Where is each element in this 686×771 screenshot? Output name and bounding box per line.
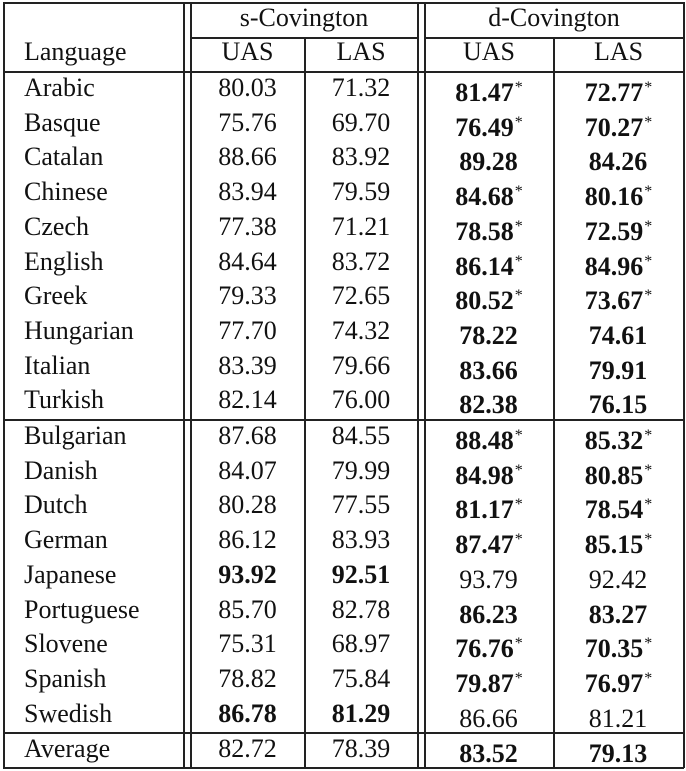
- s-las-cell: [305, 627, 417, 661]
- d-uas-cell: [425, 558, 553, 592]
- score-value: 84.07: [218, 455, 277, 485]
- score-value: 86.78: [218, 698, 277, 728]
- s-las-cell: [305, 175, 417, 209]
- significance-marker: *: [644, 461, 653, 479]
- language-cell: Turkish: [24, 385, 104, 415]
- language-cell: Dutch: [24, 490, 88, 520]
- d-uas-cell: [425, 419, 553, 453]
- score-value: 83.93: [331, 525, 391, 555]
- score-value: 84.55: [331, 421, 391, 450]
- d-las-cell: [554, 245, 683, 279]
- significance-marker: *: [514, 183, 523, 201]
- d-uas-cell: [425, 697, 553, 731]
- significance-marker: *: [514, 461, 523, 479]
- s-uas-cell: [191, 140, 304, 174]
- score-value: 85.70: [218, 594, 277, 624]
- column-header-s-las: LAS: [336, 37, 386, 66]
- s-las-cell: [305, 245, 417, 279]
- score-value: 80.85: [584, 460, 644, 490]
- d-las-cell: [554, 140, 683, 177]
- s-uas-cell: [191, 627, 304, 661]
- s-uas-cell: [191, 488, 304, 522]
- score-value: 74.61: [588, 320, 648, 350]
- score-value: 85.15: [584, 530, 644, 560]
- group-header-s-covington: s-Covington: [239, 3, 369, 32]
- language-cell: Bulgarian: [24, 421, 127, 450]
- score-value: 83.72: [331, 246, 391, 276]
- s-uas-cell: [191, 210, 304, 244]
- d-uas-cell: [425, 732, 553, 766]
- score-value: 84.64: [218, 246, 277, 276]
- score-value: 79.33: [218, 281, 277, 311]
- score-value: 79.59: [331, 177, 391, 207]
- language-cell: Swedish: [24, 698, 113, 728]
- column-header-d-uas: UAS: [462, 37, 515, 66]
- score-value: 86.12: [218, 525, 277, 555]
- significance-marker: *: [514, 531, 523, 549]
- s-las-cell: [305, 279, 417, 313]
- s-uas-cell: [191, 419, 304, 453]
- d-uas-cell: [425, 488, 553, 525]
- d-las-cell: [554, 662, 683, 696]
- score-value: 76.76: [455, 634, 514, 664]
- d-las-cell: [554, 627, 683, 664]
- d-uas-cell: [425, 454, 553, 488]
- column-header-s-uas: UAS: [221, 37, 274, 66]
- score-value: 72.77: [584, 78, 644, 107]
- significance-marker: *: [644, 496, 653, 514]
- score-value: 78.54: [584, 495, 644, 525]
- d-uas-cell: [425, 383, 553, 420]
- score-value: 68.97: [331, 629, 391, 659]
- score-value: 78.22: [459, 320, 518, 350]
- s-las-cell: [305, 454, 417, 488]
- d-las-cell: [554, 349, 683, 383]
- language-cell: Spanish: [24, 663, 107, 693]
- language-cell: Greek: [24, 281, 88, 311]
- score-value: 89.28: [459, 147, 518, 177]
- score-value: 69.70: [331, 107, 391, 137]
- score-value: 71.32: [331, 73, 391, 102]
- score-value: 76.49: [455, 112, 514, 142]
- group-header-d-covington: d-Covington: [488, 3, 620, 32]
- score-value: 75.31: [218, 629, 277, 659]
- score-value: 93.92: [218, 559, 277, 589]
- d-uas-cell: [425, 523, 553, 560]
- s-las-cell: [305, 523, 417, 557]
- score-value: 70.35: [584, 634, 644, 664]
- d-uas-cell: [425, 314, 553, 348]
- score-value: 84.98: [455, 460, 514, 490]
- significance-marker: *: [514, 496, 523, 514]
- score-value: 79.99: [331, 455, 391, 485]
- score-value: 82.78: [331, 594, 391, 624]
- significance-marker: *: [514, 252, 523, 270]
- score-value: 83.39: [218, 350, 277, 380]
- divider: [417, 2, 419, 768]
- s-las-cell: [305, 593, 417, 627]
- s-uas-cell: [191, 106, 304, 140]
- score-value: 84.96: [584, 251, 644, 281]
- d-las-cell: [554, 210, 683, 244]
- score-value: 79.91: [588, 355, 648, 385]
- s-las-cell: [305, 488, 417, 522]
- language-cell: English: [24, 246, 104, 276]
- score-value: 81.29: [331, 698, 391, 728]
- language-cell: Average: [24, 734, 111, 763]
- s-las-cell: [305, 662, 417, 696]
- s-uas-cell: [191, 245, 304, 279]
- language-cell: Catalan: [24, 142, 104, 172]
- score-value: 83.94: [218, 177, 277, 207]
- score-value: 85.32: [584, 426, 644, 455]
- score-value: 86.14: [455, 251, 514, 281]
- d-las-cell: [554, 71, 683, 105]
- d-uas-cell: [425, 627, 553, 664]
- significance-marker: *: [644, 217, 653, 235]
- s-las-cell: [305, 697, 417, 731]
- s-las-cell: [305, 71, 417, 105]
- score-value: 80.03: [218, 73, 277, 102]
- d-uas-cell: [425, 593, 553, 627]
- s-las-cell: [305, 383, 417, 417]
- language-cell: Hungarian: [24, 315, 134, 345]
- s-las-cell: [305, 106, 417, 140]
- score-value: 71.21: [331, 211, 391, 241]
- column-header-d-las: LAS: [593, 37, 644, 66]
- score-value: 83.66: [459, 355, 518, 385]
- significance-marker: *: [514, 287, 523, 305]
- score-value: 84.26: [588, 147, 648, 177]
- right-border: [683, 2, 685, 768]
- score-value: 82.38: [459, 390, 518, 420]
- s-uas-cell: [191, 662, 304, 696]
- significance-marker: *: [514, 635, 523, 653]
- significance-marker: *: [514, 669, 523, 687]
- d-las-cell: [554, 558, 683, 592]
- score-value: 93.79: [459, 564, 518, 594]
- d-uas-cell: [425, 349, 553, 383]
- significance-marker: *: [644, 531, 653, 549]
- s-las-cell: [305, 314, 417, 348]
- significance-marker: *: [644, 635, 653, 653]
- score-value: 76.15: [588, 390, 648, 420]
- score-value: 72.59: [584, 216, 644, 246]
- language-cell: German: [24, 525, 108, 555]
- significance-marker: *: [644, 427, 653, 444]
- score-value: 77.38: [218, 211, 277, 241]
- score-value: 84.68: [455, 182, 514, 212]
- s-las-cell: [305, 140, 417, 174]
- score-value: 92.42: [588, 564, 648, 594]
- d-las-cell: [554, 419, 683, 453]
- d-uas-cell: [425, 71, 553, 105]
- d-uas-cell: [425, 175, 553, 212]
- column-header-language: Language: [24, 37, 127, 66]
- language-cell: Czech: [24, 211, 89, 241]
- score-value: 75.76: [218, 107, 277, 137]
- language-cell: Italian: [24, 350, 91, 380]
- d-las-cell: [554, 523, 683, 560]
- s-uas-cell: [191, 314, 304, 348]
- score-value: 83.92: [331, 142, 391, 172]
- score-value: 78.82: [218, 663, 277, 693]
- s-las-cell: [305, 349, 417, 383]
- d-las-cell: [554, 732, 683, 766]
- language-cell: Danish: [24, 455, 98, 485]
- d-uas-cell: [425, 662, 553, 696]
- divider: [183, 2, 185, 768]
- score-value: 88.66: [218, 142, 277, 172]
- d-las-cell: [554, 314, 683, 348]
- score-value: 70.27: [584, 112, 644, 142]
- significance-marker: *: [644, 183, 653, 201]
- score-value: 78.39: [331, 734, 391, 763]
- s-uas-cell: [191, 697, 304, 731]
- s-uas-cell: [191, 558, 304, 592]
- significance-marker: *: [644, 252, 653, 270]
- score-value: 79.87: [455, 668, 514, 698]
- d-uas-cell: [425, 279, 553, 316]
- s-uas-cell: [191, 732, 304, 766]
- d-uas-cell: [425, 210, 553, 244]
- score-value: 80.52: [455, 286, 514, 316]
- bottom-border: [3, 767, 684, 769]
- score-value: 77.55: [331, 490, 391, 520]
- score-value: 87.68: [218, 421, 277, 450]
- s-uas-cell: [191, 279, 304, 313]
- left-border: [3, 2, 5, 768]
- s-uas-cell: [191, 71, 304, 105]
- significance-marker: *: [644, 669, 653, 687]
- significance-marker: *: [644, 113, 653, 131]
- score-value: 74.32: [331, 315, 391, 345]
- language-cell: Arabic: [24, 73, 95, 102]
- s-uas-cell: [191, 175, 304, 209]
- language-cell: Slovene: [24, 629, 108, 659]
- score-value: 88.48: [455, 426, 514, 455]
- score-value: 78.58: [455, 216, 514, 246]
- d-las-cell: [554, 454, 683, 488]
- language-cell: Basque: [24, 107, 101, 137]
- d-las-cell: [554, 593, 683, 627]
- score-value: 75.84: [331, 663, 391, 693]
- d-las-cell: [554, 697, 683, 731]
- score-value: 80.16: [584, 182, 644, 212]
- s-las-cell: [305, 210, 417, 244]
- d-uas-cell: [425, 140, 553, 177]
- s-uas-cell: [191, 349, 304, 383]
- score-value: 86.23: [459, 599, 518, 629]
- score-value: 79.66: [331, 350, 391, 380]
- significance-marker: *: [644, 79, 653, 96]
- score-value: 92.51: [331, 559, 391, 589]
- significance-marker: *: [514, 79, 523, 96]
- language-cell: Japanese: [24, 559, 117, 589]
- score-value: 81.47: [455, 78, 514, 107]
- s-uas-cell: [191, 593, 304, 627]
- s-uas-cell: [191, 523, 304, 557]
- s-uas-cell: [191, 454, 304, 488]
- s-uas-cell: [191, 383, 304, 417]
- d-las-cell: [554, 106, 683, 140]
- significance-marker: *: [514, 113, 523, 131]
- s-las-cell: [305, 419, 417, 453]
- score-value: 86.66: [459, 703, 518, 733]
- language-cell: Portuguese: [24, 594, 140, 624]
- language-cell: Chinese: [24, 177, 108, 207]
- d-uas-cell: [425, 106, 553, 140]
- d-las-cell: [554, 279, 683, 316]
- score-value: 83.52: [459, 739, 518, 768]
- score-value: 81.17: [455, 495, 514, 525]
- score-value: 77.70: [218, 315, 277, 345]
- s-las-cell: [305, 732, 417, 766]
- d-las-cell: [554, 383, 683, 420]
- significance-marker: *: [514, 217, 523, 235]
- significance-marker: *: [644, 287, 653, 305]
- score-value: 81.21: [588, 703, 648, 733]
- score-value: 87.47: [455, 530, 514, 560]
- d-uas-cell: [425, 245, 553, 279]
- score-value: 82.14: [218, 385, 277, 415]
- significance-marker: *: [514, 427, 523, 444]
- score-value: 73.67: [584, 286, 644, 316]
- d-las-cell: [554, 175, 683, 212]
- s-las-cell: [305, 558, 417, 592]
- score-value: 80.28: [218, 490, 277, 520]
- score-value: 76.97: [584, 668, 644, 698]
- score-value: 82.72: [218, 734, 277, 763]
- score-value: 83.27: [588, 599, 648, 629]
- score-value: 79.13: [588, 739, 648, 768]
- score-value: 76.00: [331, 385, 391, 415]
- d-las-cell: [554, 488, 683, 525]
- score-value: 72.65: [331, 281, 391, 311]
